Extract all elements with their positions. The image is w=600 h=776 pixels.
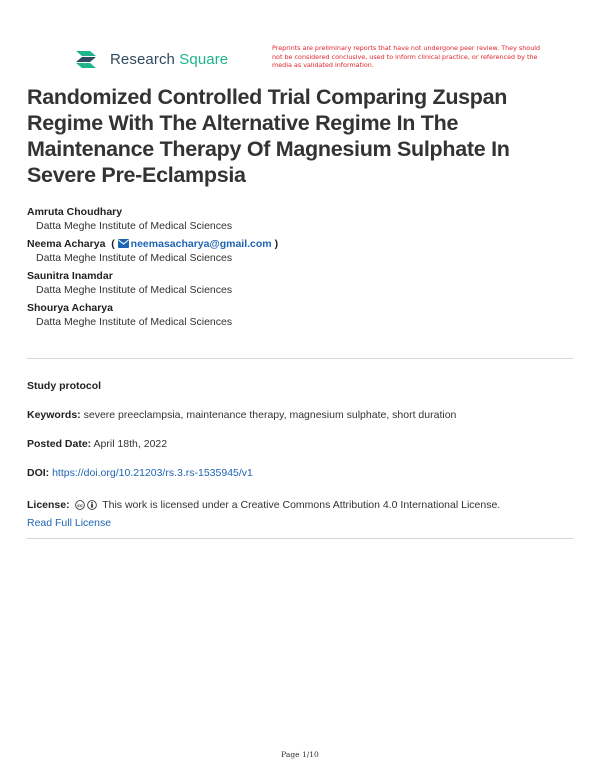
author-item	[27, 301, 567, 329]
author-name: Saunitra Inamdar	[27, 270, 113, 282]
author-item	[27, 269, 567, 297]
research-square-logo-icon	[74, 48, 104, 70]
keywords-row	[27, 408, 573, 422]
author-affiliation: Datta Meghe Institute of Medical Sciences	[36, 252, 233, 264]
article-type: Study protocol	[27, 380, 102, 392]
posted-date-value: April 18th, 2022	[93, 438, 168, 450]
page-number: Page 1/10	[281, 750, 319, 759]
doi-row	[27, 466, 573, 480]
research-square-logo[interactable]	[74, 48, 228, 70]
logo-text: Research Square	[110, 50, 229, 68]
author-affiliation: Datta Meghe Institute of Medical Sciences	[36, 284, 233, 296]
divider	[27, 538, 573, 539]
preliminary-notice: Preprints are preliminary reports that have not undergone peer review. They should not be considered conclusive, used to inform clinical practice, or referenced by the media as validated information.	[272, 44, 541, 70]
license-label: License:	[27, 499, 70, 511]
author-affiliation: Datta Meghe Institute of Medical Sciences	[36, 220, 233, 232]
author-item	[27, 205, 567, 233]
doi-link[interactable]: https://doi.org/10.21203/rs.3.rs-1535945/v1	[52, 467, 253, 479]
cc-license-icons[interactable]	[75, 499, 98, 515]
author-name: Shourya Acharya	[27, 302, 113, 314]
divider	[27, 358, 573, 359]
by-icon	[87, 500, 97, 510]
author-affiliation: Datta Meghe Institute of Medical Sciences	[36, 316, 233, 328]
doi-label: DOI:	[27, 467, 50, 479]
author-name: Neema Acharya	[27, 238, 106, 250]
keywords-value: severe preeclampsia, maintenance therapy, magnesium sulphate, short duration	[83, 409, 457, 421]
keywords-label: Keywords:	[27, 409, 81, 421]
read-full-license-link[interactable]: Read Full License	[27, 517, 112, 529]
author-email-link[interactable]: neemasacharya@gmail.com	[118, 238, 275, 250]
header	[74, 44, 544, 76]
license-text: This work is licensed under a Creative Commons Attribution 4.0 International License.	[102, 499, 501, 511]
svg-text:cc: cc	[76, 503, 83, 509]
article-title: Randomized Controlled Trial Comparing Zuspan Regime With The Alternative Regime In The Maintenance Therapy Of Magnesium Sulphate In Severe Pre-Eclampsia	[27, 85, 510, 187]
author-list	[27, 205, 567, 333]
author-name-row: Neema Acharya ( neemasacharya@gmail.com )	[27, 238, 279, 250]
license-row	[27, 497, 573, 531]
posted-date-label: Posted Date:	[27, 438, 92, 450]
author-name: Amruta Choudhary	[27, 206, 123, 218]
author-item	[27, 237, 567, 265]
cc-icon	[75, 500, 85, 510]
envelope-icon	[118, 239, 129, 248]
posted-date-row	[27, 437, 573, 451]
